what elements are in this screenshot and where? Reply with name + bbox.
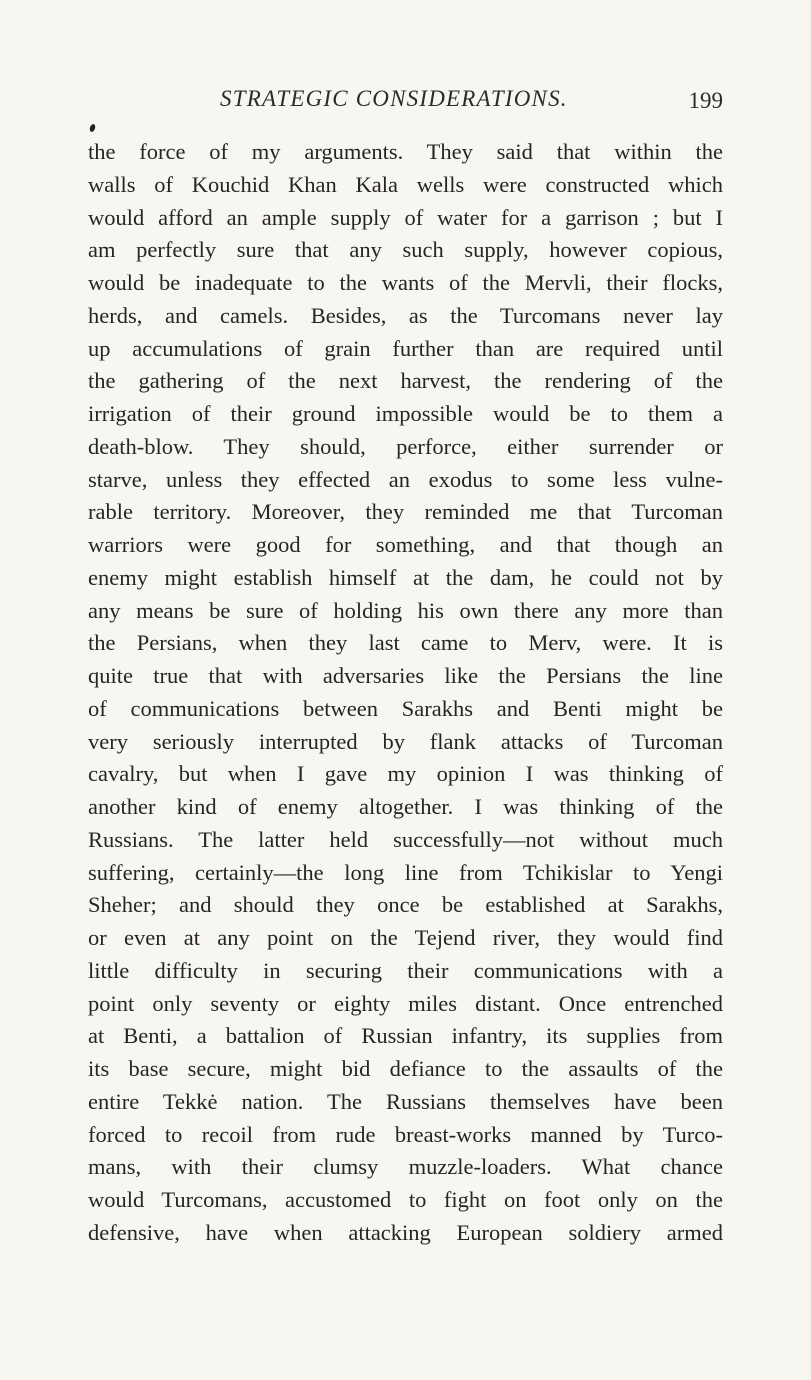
text-line: warriors were good for something, and that though an — [88, 532, 723, 557]
text-line: at Benti, a battalion of Russian infantry, its supplies from — [88, 1023, 723, 1049]
text-line: would afford an ample supply of water for a garrison ; but I — [88, 204, 723, 230]
text-line: the Persians, when they last came to Merv, were. It is — [88, 630, 723, 656]
text-line: the gathering of the next harvest, the rendering of the — [88, 368, 723, 394]
text-line: defensive, have when attacking European soldiery armed — [88, 1219, 723, 1245]
text-line: its base secure, might bid defiance to the assaults of the — [88, 1056, 723, 1081]
text-line: mans, with their clumsy muzzle-loaders. What chance — [88, 1154, 723, 1180]
page-header — [88, 86, 723, 120]
text-line: entire Tekkė nation. The Russians themselves have been — [88, 1088, 723, 1114]
text-line: point only seventy or eighty miles distant. Once entrenched — [88, 990, 723, 1016]
text-line: cavalry, but when I gave my opinion I was thinking of — [88, 761, 723, 787]
page-number: 199 — [688, 88, 723, 113]
text-line: enemy might establish himself at the dam, he could not by — [88, 564, 723, 590]
text-line: herds, and camels. Besides, as the Turcomans never lay — [88, 302, 723, 328]
text-line: irrigation of their ground impossible would be to them a — [88, 401, 723, 426]
text-line: starve, unless they effected an exodus to some less vulne- — [88, 466, 723, 492]
text-line: another kind of enemy altogether. I was thinking of the — [88, 794, 723, 819]
text-line: would be inadequate to the wants of the Mervli, their flocks, — [88, 270, 723, 295]
text-line: forced to recoil from rude breast-works manned by Turco- — [88, 1121, 723, 1147]
text-line: Sheher; and should they once be established at Sarakhs, — [88, 892, 723, 918]
text-line: death-blow. They should, perforce, either surrender or — [88, 433, 723, 459]
ink-speck — [89, 123, 96, 132]
text-line: little difficulty in securing their communications with a — [88, 957, 723, 983]
text-line: am perfectly sure that any such supply, however copious, — [88, 237, 723, 263]
body-text — [88, 136, 723, 1250]
text-line: very seriously interrupted by flank attacks of Turcoman — [88, 728, 723, 754]
text-line: quite true that with adversaries like the Persians the line — [88, 663, 723, 688]
text-line: would Turcomans, accustomed to fight on foot only on the — [88, 1187, 723, 1212]
text-line: of communications between Sarakhs and Benti might be — [88, 695, 723, 721]
text-line: Russians. The latter held successfully—not without much — [88, 826, 723, 852]
text-line: any means be sure of holding his own there any more than — [88, 597, 723, 623]
running-head: STRATEGIC CONSIDERATIONS. — [220, 86, 568, 111]
text-line: or even at any point on the Tejend river, they would find — [88, 925, 723, 950]
text-line: suffering, certainly—the long line from Tchikislar to Yengi — [88, 859, 723, 885]
text-line: up accumulations of grain further than are required until — [88, 335, 723, 361]
text-line: rable territory. Moreover, they reminded me that Turcoman — [88, 499, 723, 525]
text-line: the force of my arguments. They said that within the — [88, 139, 723, 164]
text-line: walls of Kouchid Khan Kala wells were constructed which — [88, 171, 723, 197]
